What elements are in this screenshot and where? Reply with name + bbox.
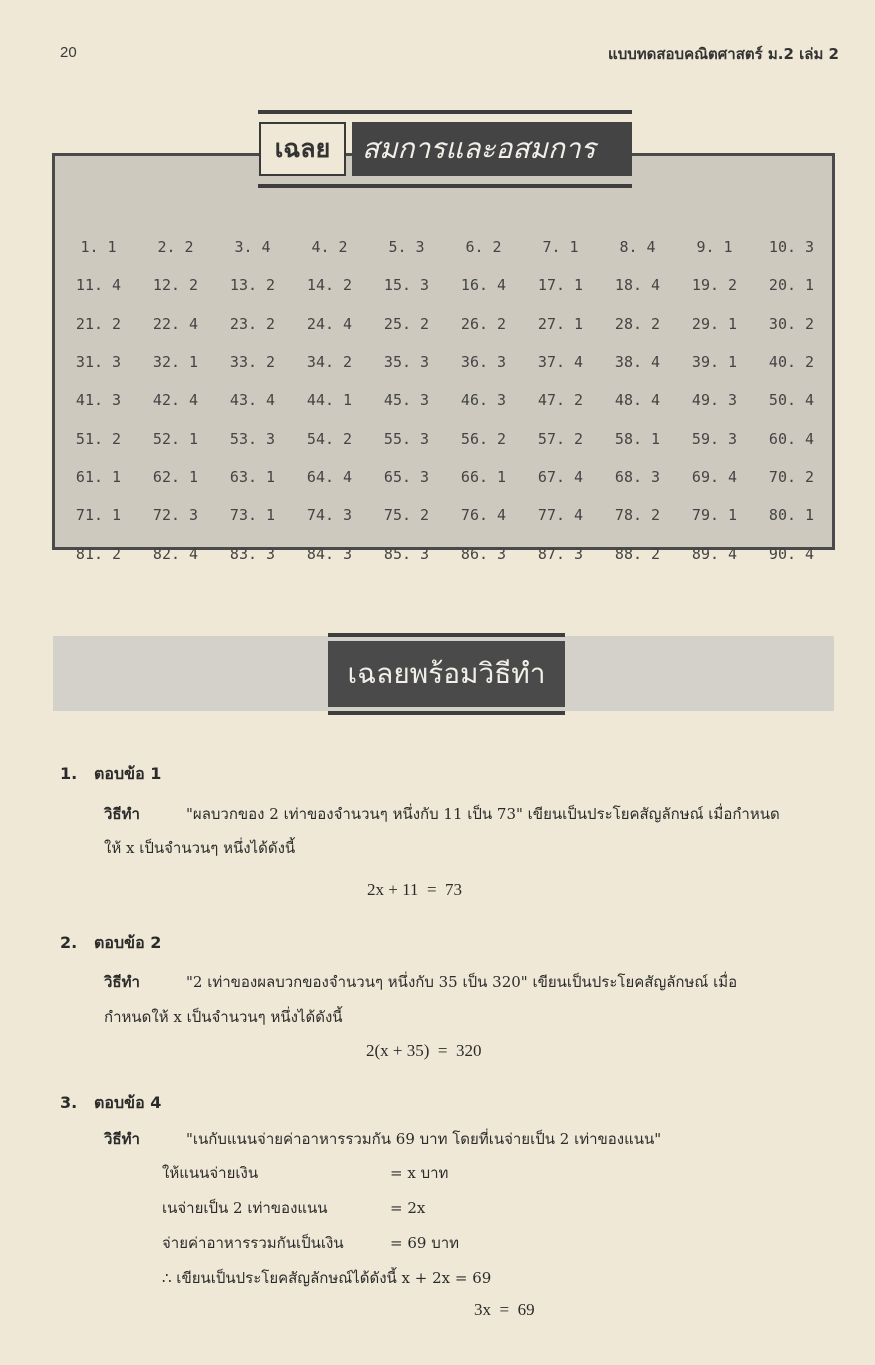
banner-rule-bottom bbox=[328, 711, 565, 715]
answer-cell: 28. 2 bbox=[614, 314, 661, 333]
answer-cell: 61. 1 bbox=[75, 467, 122, 486]
answer-cell: 86. 3 bbox=[460, 544, 507, 563]
answer-cell: 68. 3 bbox=[614, 467, 661, 486]
answer-cell: 17. 1 bbox=[537, 276, 584, 295]
answer-cell: 32. 1 bbox=[152, 353, 199, 372]
answer-cell: 13. 2 bbox=[229, 276, 276, 295]
solution-number: 2. bbox=[60, 933, 78, 952]
answer-cell: 37. 4 bbox=[537, 353, 584, 372]
method-text: "เนกับแนนจ่ายค่าอาหารรวมกัน 69 บาท โดยที่เนจ่ายเป็น 2 เท่าของแนน" bbox=[186, 1130, 662, 1148]
answer-key-title-banner bbox=[258, 108, 632, 190]
answer-cell: 29. 1 bbox=[691, 314, 738, 333]
answer-cell: 62. 1 bbox=[152, 467, 199, 486]
solution-3-conclusion: ∴ เขียนเป็นประโยคสัญลักษณ์ได้ดังนี้ x + 2x = 69 bbox=[162, 1269, 492, 1287]
solution-3-row bbox=[162, 1196, 425, 1220]
answer-cell: 1. 1 bbox=[80, 238, 117, 257]
solution-number: 3. bbox=[60, 1093, 78, 1112]
answer-cell: 54. 2 bbox=[306, 429, 353, 448]
solution-3-row bbox=[162, 1231, 459, 1255]
answer-cell: 47. 2 bbox=[537, 391, 584, 410]
answer-cell: 64. 4 bbox=[306, 467, 353, 486]
answer-cell: 18. 4 bbox=[614, 276, 661, 295]
answer-cell: 84. 3 bbox=[306, 544, 353, 563]
method-label: วิธีทำ bbox=[104, 805, 140, 823]
answer-cell: 9. 1 bbox=[696, 238, 733, 257]
answer-cell: 55. 3 bbox=[383, 429, 430, 448]
answer-cell: 65. 3 bbox=[383, 467, 430, 486]
answer-cell: 56. 2 bbox=[460, 429, 507, 448]
row-value: = 69 บาท bbox=[390, 1234, 460, 1252]
answer-cell: 70. 2 bbox=[768, 467, 815, 486]
solution-3-final-equation: 3x = 69 bbox=[474, 1300, 535, 1319]
answer-cell: 78. 2 bbox=[614, 506, 661, 525]
solution-1-equation: 2x + 11 = 73 bbox=[367, 880, 463, 899]
answer-cell: 20. 1 bbox=[768, 276, 815, 295]
answer-cell: 80. 1 bbox=[768, 506, 815, 525]
row-value: = 2x bbox=[390, 1199, 426, 1217]
answer-cell: 82. 4 bbox=[152, 544, 199, 563]
answer-cell: 77. 4 bbox=[537, 506, 584, 525]
answer-cell: 66. 1 bbox=[460, 467, 507, 486]
answer-cell: 45. 3 bbox=[383, 391, 430, 410]
answer-cell: 48. 4 bbox=[614, 391, 661, 410]
answer-cell: 73. 1 bbox=[229, 506, 276, 525]
method-text: "2 เท่าของผลบวกของจำนวนๆ หนึ่งกับ 35 เป็น 320" เขียนเป็นประโยคสัญลักษณ์ เมื่อ bbox=[186, 973, 738, 991]
banner-rule-top bbox=[328, 633, 565, 637]
solution-1-method-line2: ให้ x เป็นจำนวนๆ หนึ่งได้ดังนี้ bbox=[104, 839, 296, 857]
solution-3-method bbox=[104, 1127, 661, 1151]
banner-rule-top bbox=[258, 110, 632, 114]
solutions-title: เฉลยพร้อมวิธีทำ bbox=[328, 641, 565, 707]
answer-cell: 89. 4 bbox=[691, 544, 738, 563]
answer-cell: 33. 2 bbox=[229, 353, 276, 372]
answer-cell: 26. 2 bbox=[460, 314, 507, 333]
answer-cell: 41. 3 bbox=[75, 391, 122, 410]
row-label: เนจ่ายเป็น 2 เท่าของแนน bbox=[162, 1199, 328, 1217]
answer-cell: 8. 4 bbox=[619, 238, 656, 257]
answer-cell: 12. 2 bbox=[152, 276, 199, 295]
answer-cell: 79. 1 bbox=[691, 506, 738, 525]
solution-answer bbox=[60, 931, 161, 956]
solution-2-method bbox=[104, 970, 737, 994]
row-label: จ่ายค่าอาหารรวมกันเป็นเงิน bbox=[162, 1234, 344, 1252]
answer-cell: 16. 4 bbox=[460, 276, 507, 295]
answer-cell: 85. 3 bbox=[383, 544, 430, 563]
solution-2-method-line2: กำหนดให้ x เป็นจำนวนๆ หนึ่งได้ดังนี้ bbox=[104, 1008, 343, 1026]
solutions-title-banner bbox=[328, 633, 565, 715]
answer-cell: 88. 2 bbox=[614, 544, 661, 563]
answer-cell: 25. 2 bbox=[383, 314, 430, 333]
answer-cell: 10. 3 bbox=[768, 238, 815, 257]
answer-cell: 46. 3 bbox=[460, 391, 507, 410]
solution-number: 1. bbox=[60, 764, 78, 783]
answer-cell: 39. 1 bbox=[691, 353, 738, 372]
solution-1 bbox=[60, 762, 161, 787]
method-label: วิธีทำ bbox=[104, 973, 140, 991]
answer-cell: 44. 1 bbox=[306, 391, 353, 410]
running-head: แบบทดสอบคณิตศาสตร์ ม.2 เล่ม 2 bbox=[608, 45, 839, 63]
answer-cell: 38. 4 bbox=[614, 353, 661, 372]
answer-cell: 30. 2 bbox=[768, 314, 815, 333]
answer-cell: 6. 2 bbox=[465, 238, 502, 257]
answer-cell: 69. 4 bbox=[691, 467, 738, 486]
solution-3 bbox=[60, 1091, 161, 1116]
solution-answer bbox=[60, 1091, 161, 1116]
answer-cell: 3. 4 bbox=[234, 238, 271, 257]
solution-2-equation: 2(x + 35) = 320 bbox=[366, 1041, 482, 1060]
answer-cell: 74. 3 bbox=[306, 506, 353, 525]
answer-key-title: สมการและอสมการ bbox=[352, 122, 632, 176]
answer-cell: 72. 3 bbox=[152, 506, 199, 525]
answer-cell: 2. 2 bbox=[157, 238, 194, 257]
solution-2 bbox=[60, 931, 161, 956]
answer-cell: 51. 2 bbox=[75, 429, 122, 448]
row-label: ให้แนนจ่ายเงิน bbox=[162, 1164, 259, 1182]
banner-rule-bottom bbox=[258, 184, 632, 188]
answer-cell: 4. 2 bbox=[311, 238, 348, 257]
answer-cell: 40. 2 bbox=[768, 353, 815, 372]
answer-cell: 23. 2 bbox=[229, 314, 276, 333]
answer-cell: 11. 4 bbox=[75, 276, 122, 295]
answer-cell: 49. 3 bbox=[691, 391, 738, 410]
answer-cell: 22. 4 bbox=[152, 314, 199, 333]
answer-cell: 36. 3 bbox=[460, 353, 507, 372]
solution-1-method bbox=[104, 802, 780, 826]
answer-cell: 87. 3 bbox=[537, 544, 584, 563]
answer-cell: 71. 1 bbox=[75, 506, 122, 525]
answer-cell: 31. 3 bbox=[75, 353, 122, 372]
solution-answer-text: ตอบข้อ 4 bbox=[94, 1093, 162, 1112]
answer-cell: 21. 2 bbox=[75, 314, 122, 333]
answer-cell: 60. 4 bbox=[768, 429, 815, 448]
answer-cell: 42. 4 bbox=[152, 391, 199, 410]
answer-cell: 63. 1 bbox=[229, 467, 276, 486]
answer-cell: 58. 1 bbox=[614, 429, 661, 448]
answer-cell: 7. 1 bbox=[542, 238, 579, 257]
method-label: วิธีทำ bbox=[104, 1130, 140, 1148]
answer-cell: 75. 2 bbox=[383, 506, 430, 525]
page-number: 20 bbox=[60, 44, 77, 61]
answer-cell: 43. 4 bbox=[229, 391, 276, 410]
answer-key-label: เฉลย bbox=[259, 122, 346, 176]
answer-cell: 59. 3 bbox=[691, 429, 738, 448]
answer-cell: 35. 3 bbox=[383, 353, 430, 372]
solution-3-row bbox=[162, 1161, 448, 1185]
solution-answer-text: ตอบข้อ 1 bbox=[94, 764, 162, 783]
solution-answer bbox=[60, 762, 161, 787]
answer-cell: 15. 3 bbox=[383, 276, 430, 295]
answer-cell: 90. 4 bbox=[768, 544, 815, 563]
method-text: "ผลบวกของ 2 เท่าของจำนวนๆ หนึ่งกับ 11 เป็น 73" เขียนเป็นประโยคสัญลักษณ์ เมื่อกำหนด bbox=[186, 805, 780, 823]
answer-cell: 67. 4 bbox=[537, 467, 584, 486]
answer-cell: 57. 2 bbox=[537, 429, 584, 448]
row-value: = x บาท bbox=[390, 1164, 449, 1182]
answer-cell: 24. 4 bbox=[306, 314, 353, 333]
answer-cell: 83. 3 bbox=[229, 544, 276, 563]
answer-cell: 34. 2 bbox=[306, 353, 353, 372]
answer-cell: 50. 4 bbox=[768, 391, 815, 410]
answer-cell: 19. 2 bbox=[691, 276, 738, 295]
answer-cell: 52. 1 bbox=[152, 429, 199, 448]
answer-cell: 76. 4 bbox=[460, 506, 507, 525]
answer-cell: 81. 2 bbox=[75, 544, 122, 563]
answer-cell: 53. 3 bbox=[229, 429, 276, 448]
answer-cell: 27. 1 bbox=[537, 314, 584, 333]
answer-cell: 14. 2 bbox=[306, 276, 353, 295]
answer-cell: 5. 3 bbox=[388, 238, 425, 257]
solution-answer-text: ตอบข้อ 2 bbox=[94, 933, 162, 952]
answers-grid bbox=[60, 228, 830, 573]
